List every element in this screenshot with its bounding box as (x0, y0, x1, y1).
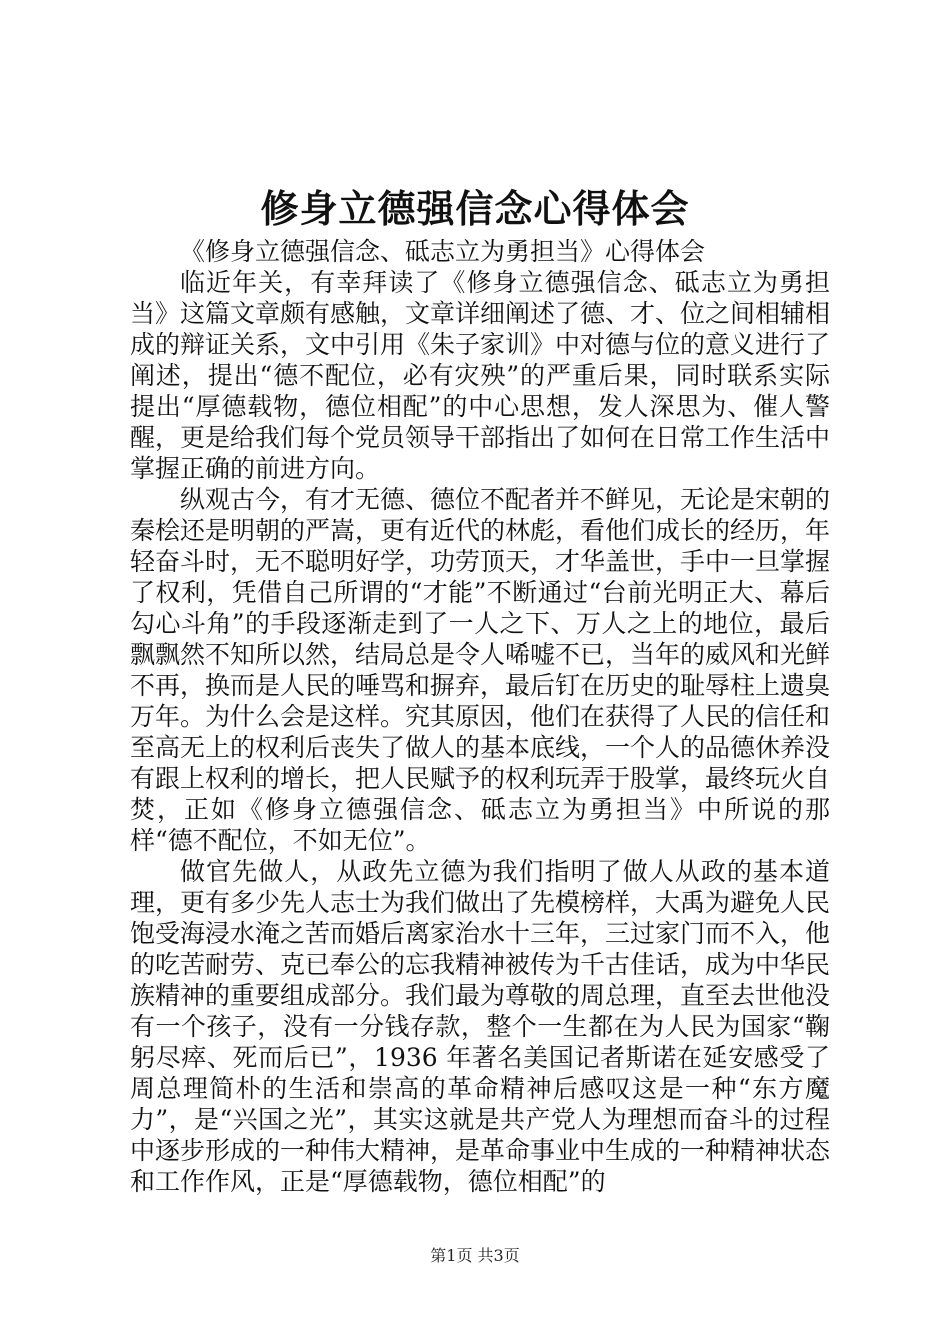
page-number-footer: 第1页 共3页 (430, 1246, 520, 1265)
paragraph-3: 做官先做人，从政先立德为我们指明了做人从政的基本道理，更有多少先人志士为我们做出了先模榜样，大禹为避免人民饱受海浸水淹之苦而婚后离家治水十三年，三过家门而不入，他的吃苦耐劳、克已奉公的忘我精神被传为千古佳话，成为中华民族精神的重要组成部分。我们最为尊敬的周总理，直至去世他没有一个孩子，没有一分钱存款，整个一生都在为人民为国家“鞠躬尽瘁、死而后已”，1936 年著名美国记者斯诺在延安感受了周总理简朴的生活和崇高的革命精神后感叹这是一种“东方魔力”，是“兴国之光”，其实这就是共产党人为理想而奋斗的过程中逐步形成的一种伟大精神，是革命事业中生成的一种精神状态和工作作风，正是“厚德载物，德位相配”的 (130, 857, 831, 1196)
document-body (130, 236, 830, 1197)
document-title: 修身立德强信念心得体会 (260, 186, 690, 231)
document-subtitle: 《修身立德强信念、砥志立为勇担当》心得体会 (180, 237, 706, 266)
paragraph-1: 临近年关，有幸拜读了《修身立德强信念、砥志立为勇担当》这篇文章颇有感触，文章详细阐述了德、才、位之间相辅相成的辩证关系，文中引用《朱子家训》中对德与位的意义进行了阐述，提出“德不配位，必有灾殃”的严重后果，同时联系实际提出“厚德载物，德位相配”的中心思想，发人深思为、催人警醒，更是给我们每个党员领导干部指出了如何在日常工作生活中掌握正确的前进方向。 (130, 268, 831, 483)
paragraph-2: 纵观古今，有才无德、德位不配者并不鲜见，无论是宋朝的秦桧还是明朝的严嵩，更有近代的林彪，看他们成长的经历，年轻奋斗时，无不聪明好学，功劳顶天，才华盖世，手中一旦掌握了权利，凭借自己所谓的“才能”不断通过“台前光明正大、幕后勾心斗角”的手段逐渐走到了一人之下、万人之上的地位，最后飘飘然不知所以然，结局总是令人唏嘘不已，当年的威风和光鲜不再，换而是人民的唾骂和摒弃，最后钉在历史的耻辱柱上遗臭万年。为什么会是这样。究其原因，他们在获得了人民的信任和至高无上的权利后丧失了做人的基本底线，一个人的品德休养没有跟上权利的增长，把人民赋予的权利玩弄于股掌，最终玩火自焚，正如《修身立德强信念、砥志立为勇担当》中所说的那样“德不配位，不如无位”。 (130, 485, 831, 855)
